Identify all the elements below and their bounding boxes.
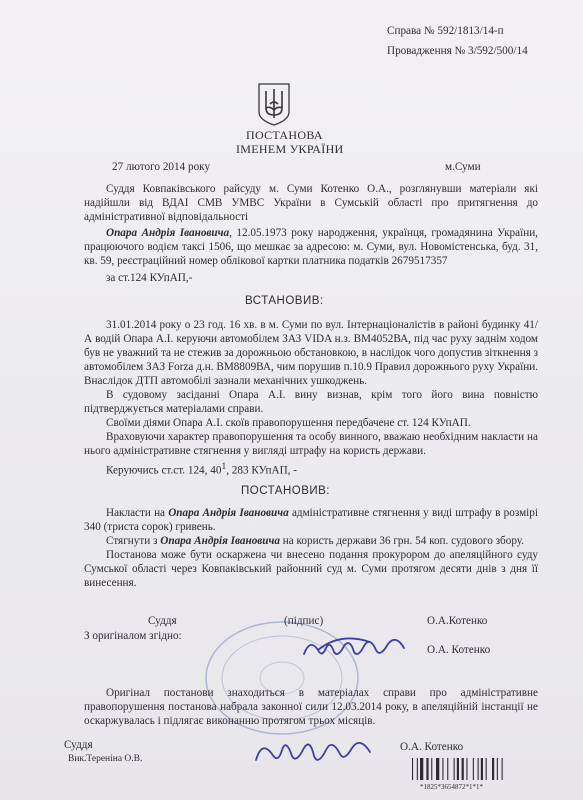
barcode-bar (481, 758, 483, 780)
barcode-bar (497, 758, 498, 780)
barcode-bar (412, 758, 413, 780)
barcode-bar (492, 758, 494, 780)
barcode-bar (486, 758, 487, 780)
trident-emblem-icon (257, 82, 291, 126)
intro-paragraph: Суддя Ковпаківського райсуду м. Суми Котенко О.А., розглянувши матеріали які надійшли від ВДАІ СМВ УМВС України в Сумській області про притягнення до адміністративної відповідальності (84, 183, 538, 223)
proceeding-number: Провадження № 3/592/500/14 (387, 45, 528, 57)
person-paragraph (84, 226, 538, 268)
decided-p1-name: Опара Андрія Івановича (168, 507, 289, 519)
barcode-bar (473, 758, 474, 780)
document-date: 27 лютого 2014 року (112, 161, 211, 173)
footer-judge-label: Суддя (64, 739, 93, 751)
article-line: за ст.124 КУпАП,- (106, 272, 193, 284)
decided-p2-b: на користь держави 36 грн. 54 коп. судового збору. (280, 535, 525, 547)
person-name: Опара Андрія Івановича (106, 227, 230, 239)
barcode-text: *1825*3654872*1*1* (420, 783, 483, 791)
decided-p1-b: адміністративне стягнення у виді штрафу в розмірі 340 (триста сорок) гривень. (84, 507, 538, 533)
barcode-bar (502, 758, 503, 780)
document-subtitle: ІМЕНЕМ УКРАЇНИ (236, 142, 344, 156)
legal-basis-b: , 283 КУпАП, - (226, 464, 297, 477)
barcode-bar (442, 758, 443, 780)
legal-basis-sup: 1 (221, 462, 227, 472)
barcode-bar (431, 758, 432, 780)
barcode-bar (417, 758, 418, 780)
case-number: Справа № 592/1813/14-п (387, 25, 504, 37)
decided-p2-a: Стягнути з (106, 535, 161, 547)
decided-p1 (84, 506, 538, 534)
barcode-bar (420, 758, 423, 780)
decided-heading: ПОСТАНОВИВ: (241, 485, 330, 497)
footer-note: Оригінал постанови знаходиться в матеріалах справи про адміністративне правопорушення постанова набрала законної сили 12.03.2014 року, в апеляційній інстанції не оскаржувалась і підлягає виконанню протягом трьох місяців. (84, 687, 538, 727)
established-p2: В судовому засіданні Опара А.І. вину визнав, крім того його вина повністю підтверджується матеріалами справи. (84, 389, 538, 415)
decided-p2 (84, 534, 538, 548)
footer-judge-name: О.А. Котенко (400, 741, 464, 753)
footer-clerk: Вик.Тереніна О.В. (68, 754, 143, 764)
barcode-bar (462, 758, 464, 780)
barcode-bar (478, 758, 479, 780)
legal-basis-a: Керуючись ст.ст. 124, 40 (106, 464, 222, 477)
established-heading: ВСТАНОВИВ: (245, 295, 324, 307)
handwritten-signature-2 (252, 730, 382, 774)
barcode-bar (454, 758, 455, 780)
decided-p1-a: Накласти на (106, 507, 169, 519)
barcode-bar (426, 758, 428, 780)
established-p1: 31.01.2014 року о 23 год. 16 хв. в м. Суми по вул. Інтернаціоналістів в районі будинку 41/А водій Опара А.І. керуючи автомобілем ЗАЗ VIDA н.з. ВМ4052ВА, під час руху заднім ходом був не уважний та не стежив за дорожньою обстановкою, в наслідок чого допустив зіткнення з автомобілем ЗАЗ Forza д.н. ВМ8809ВА, чим порушив п.10.9 Правил дорожнього руху України. Внаслідок ДТП автомобілі зазнали механічних ушкоджень. (84, 319, 538, 387)
signature-judge-name: О.А.Котенко (427, 615, 488, 627)
copy-certified-label: З оригіналом згідно: (84, 630, 182, 642)
barcode-bar (466, 758, 467, 780)
signature-judge-label: Суддя (148, 615, 177, 627)
established-p5 (106, 460, 297, 478)
document-title: ПОСТАНОВА (246, 128, 323, 142)
barcode-bar (447, 758, 448, 780)
handwritten-signature-1 (300, 628, 420, 668)
decided-p2-name: Опара Андрія Івановича (160, 535, 280, 547)
document-city: м.Суми (445, 161, 481, 173)
established-p4: Враховуючи характер правопорушення та особу винного, вважаю необхідним накласти на нього адміністративне стягнення у вигляді штрафу на користь держави. (84, 431, 538, 457)
barcode-bar (457, 758, 459, 780)
signature-sign-label: (підпис) (284, 615, 324, 627)
person-details: , 12.05.1973 року народження, українця, громадянина України, працюючого водієм таксі 1506, що мешкає за адресою: м. Суми, вул. Новомістенська, буд. 31, кв. 59, реєстраційний номер облікової картки платника податків 2679517357 (84, 227, 538, 267)
established-p3: Своїми діями Опара А.І. скоїв правопорушення передбачене ст. 124 КУпАП. (106, 417, 471, 429)
copy-judge-name: О.А. Котенко (427, 644, 491, 656)
barcode-bar (436, 758, 439, 780)
barcode (412, 758, 540, 780)
decided-p3: Постанова може бути оскаржена чи внесено подання прокурором до апеляційного суду Сумської області через Ковпаківський районний суд м. Суми протягом десяти днів з дня її винесення. (84, 549, 538, 589)
